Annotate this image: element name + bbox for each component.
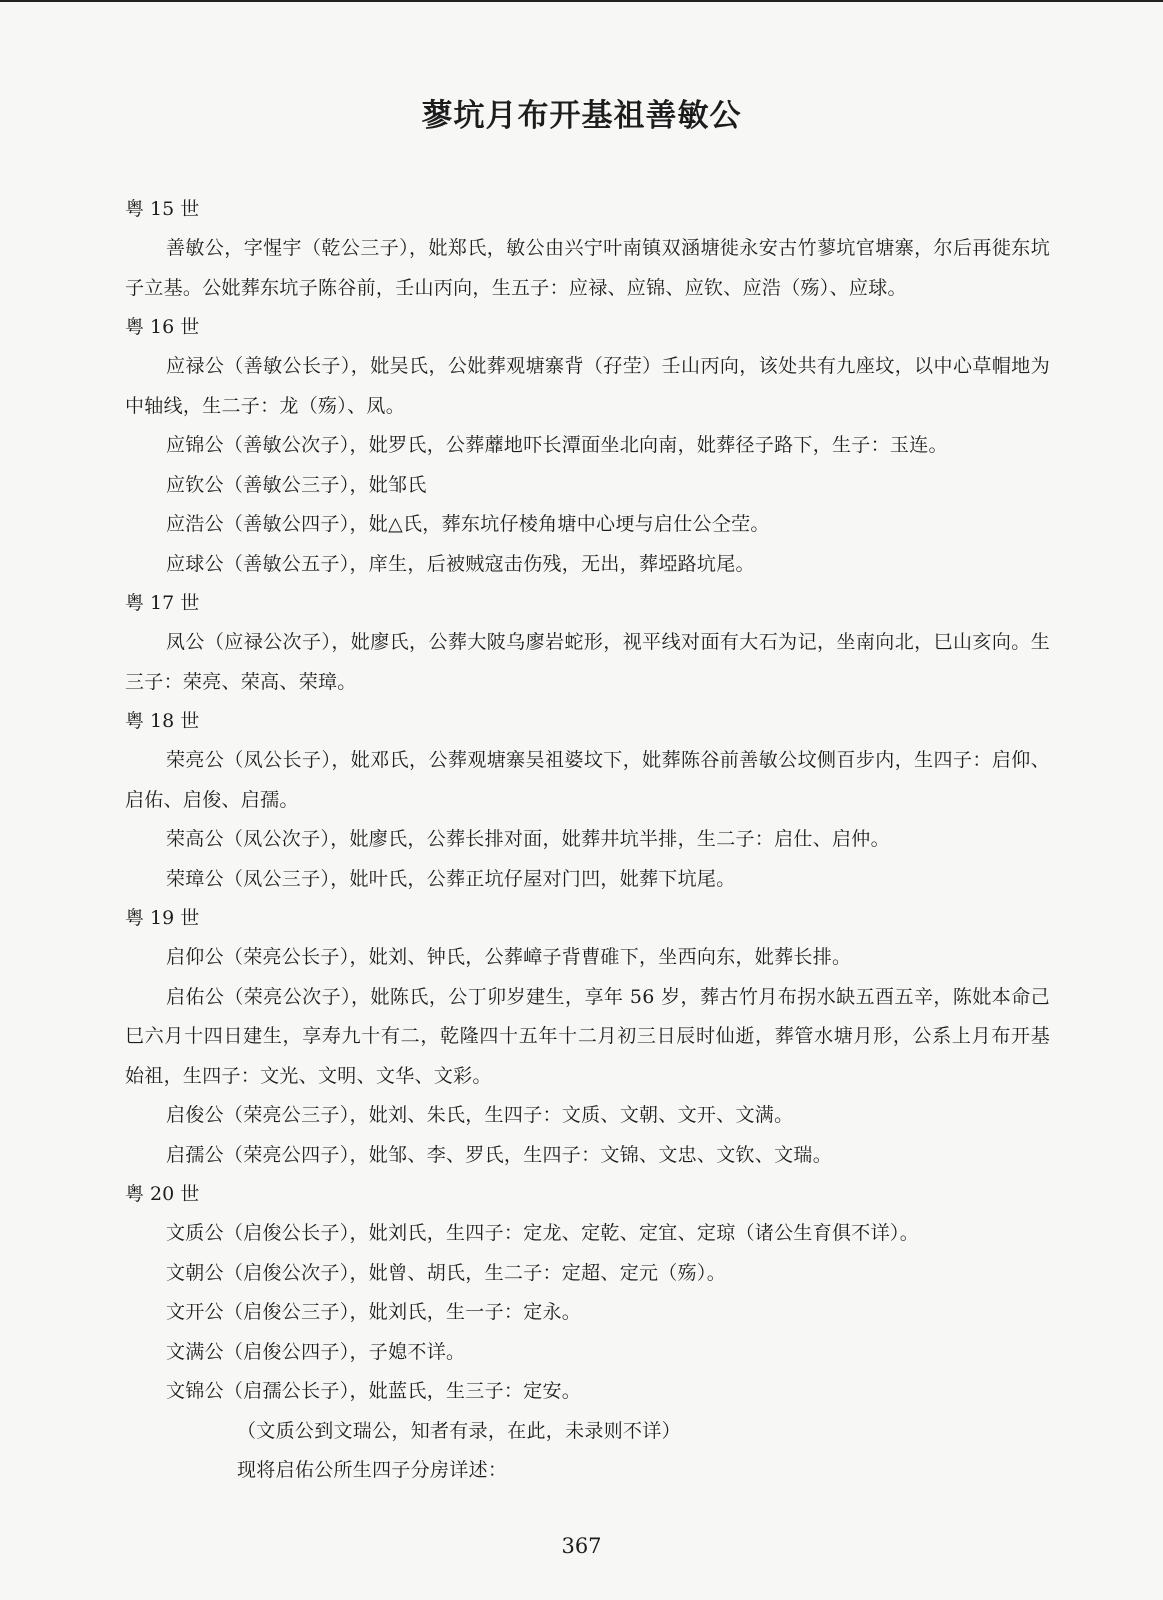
entry-paragraph: 启孺公（荣亮公四子），妣邹、李、罗氏，生四子：文锦、文忠、文钦、文瑞。 bbox=[166, 1143, 833, 1166]
entry-paragraph: 荣亮公（凤公长子），妣邓氏，公葬观塘寨吴祖婆坟下，妣葬陈谷前善敏公坟侧百步内，生四子：启仰、启佑、启俊、启孺。 bbox=[125, 749, 1050, 811]
note-paragraph: 现将启佑公所生四子分房详述： bbox=[237, 1459, 508, 1481]
generation-heading-15: 粤 15 世 bbox=[125, 198, 200, 220]
note-paragraph: （文质公到文瑞公，知者有录，在此，未录则不详） bbox=[237, 1419, 681, 1442]
entry-paragraph: 荣璋公（凤公三子），妣叶氏，公葬正坑仔屋对门凹，妣葬下坑尾。 bbox=[166, 867, 736, 890]
entry-paragraph: 善敏公，字惺宇（乾公三子），妣郑氏，敏公由兴宁叶南镇双涵塘徙永安古竹蓼坑官塘寨，尔后再徙东坑子立基。公妣葬东坑子陈谷前，壬山丙向，生五子：应禄、应锦、应钦、应浩（殇）、应球。 bbox=[125, 237, 1050, 299]
entry-paragraph: 文锦公（启孺公长子），妣蓝氏，生三子：定安。 bbox=[166, 1380, 582, 1402]
entry-paragraph: 凤公（应禄公次子），妣廖氏，公葬大陂乌廖岩蛇形，视平线对面有大石为记，坐南向北，巳山亥向。生三子：荣亮、荣高、荣璋。 bbox=[125, 631, 1050, 693]
entry-paragraph: 应球公（善敏公五子），庠生，后被贼寇击伤残，无出，葬埡路坑尾。 bbox=[166, 552, 755, 575]
entry-paragraph: 启佑公（荣亮公次子），妣陈氏，公丁卯岁建生，享年 56 岁，葬古竹月布拐水缺五酉五辛，陈妣本命己巳六月十四日建生，享寿九十有二，乾隆四十五年十二月初三日辰时仙逝，葬管水塘月形，公系上月布开基始祖，生四子：文光、文明、文华、文彩。 bbox=[125, 985, 1050, 1087]
entry-paragraph: 应钦公（善敏公三子），妣邹氏 bbox=[166, 473, 427, 496]
entry-paragraph: 应锦公（善敏公次子），妣罗氏，公葬蘼地吓长潭面坐北向南，妣葬径子路下，生子：玉连。 bbox=[166, 434, 948, 456]
entry-paragraph: 启俊公（荣亮公三子），妣刘、朱氏，生四子：文质、文朝、文开、文满。 bbox=[166, 1104, 794, 1126]
entry-paragraph: 应禄公（善敏公长子），妣吴氏，公妣葬观塘寨背（孖茔）壬山丙向，该处共有九座坟，以中心草帽地为中轴线，生二子：龙（殇）、凤。 bbox=[125, 355, 1050, 417]
entry-paragraph: 荣高公（凤公次子），妣廖氏，公葬长排对面，妣葬井坑半排，生二子：启仕、启仲。 bbox=[166, 828, 890, 850]
entry-paragraph: 文质公（启俊公长子），妣刘氏，生四子：定龙、定乾、定宜、定琼（诸公生育俱不详）。 bbox=[166, 1222, 920, 1244]
page-number: 367 bbox=[561, 1534, 602, 1558]
genealogy-content bbox=[125, 190, 1050, 1491]
generation-heading-16: 粤 16 世 bbox=[125, 316, 200, 338]
entry-paragraph: 应浩公（善敏公四子），妣△氏，葬东坑仔棱角塘中心埂与启仕公仝茔。 bbox=[166, 513, 770, 535]
generation-heading-20: 粤 20 世 bbox=[125, 1183, 200, 1205]
top-border bbox=[0, 0, 1163, 2]
entry-paragraph: 启仰公（荣亮公长子），妣刘、钟氏，公葬嶂子背曹碓下，坐西向东，妣葬长排。 bbox=[166, 946, 852, 968]
generation-heading-18: 粤 18 世 bbox=[125, 710, 200, 732]
entry-paragraph: 文满公（启俊公四子），子媳不详。 bbox=[166, 1340, 466, 1363]
entry-paragraph: 文朝公（启俊公次子），妣曾、胡氏，生二子：定超、定元（殇）。 bbox=[166, 1261, 727, 1284]
generation-heading-19: 粤 19 世 bbox=[125, 907, 200, 929]
page-title: 蓼坑月布开基祖善敏公 bbox=[421, 98, 742, 134]
generation-heading-17: 粤 17 世 bbox=[125, 592, 200, 614]
entry-paragraph: 文开公（启俊公三子），妣刘氏，生一子：定永。 bbox=[166, 1301, 582, 1323]
